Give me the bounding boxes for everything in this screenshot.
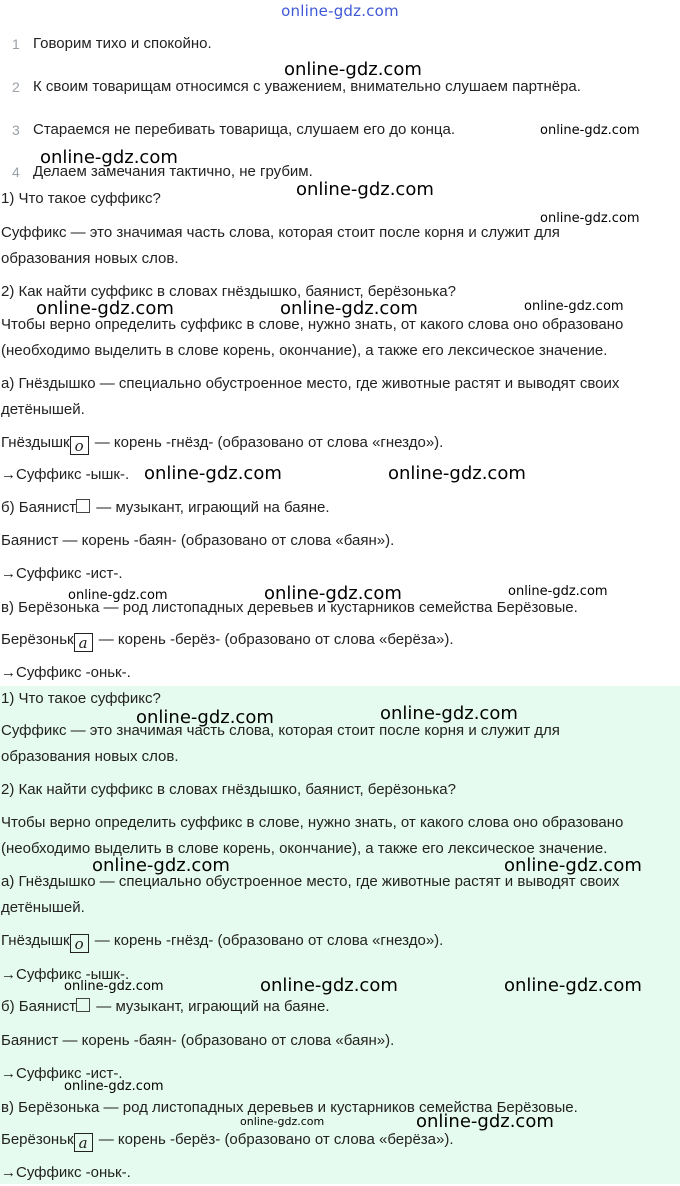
answer-text: Чтобы верно определить суффикс в слове, нужно знать, от какого слова оно образовано — [1, 316, 624, 333]
ending-box: а — [74, 1133, 93, 1152]
answer-text: Чтобы верно определить суффикс в слове, нужно знать, от какого слова оно образовано — [1, 814, 624, 831]
watermark: online-gdz.com — [136, 707, 274, 728]
watermark: online-gdz.com — [68, 588, 168, 603]
answer-text: детёнышей. — [1, 899, 85, 916]
question-heading: 2) Как найти суффикс в словах гнёздышко, баянист, берёзонька? — [1, 283, 456, 300]
word-analysis-text: — корень -гнёзд- (образовано от слова «гнездо»). — [90, 932, 444, 949]
word-analysis-text: — корень -берёз- (образовано от слова «берёза»). — [94, 1131, 454, 1148]
rule-number: 2 — [12, 79, 20, 95]
answer-text: а) Гнёздышко — специально обустроенное место, где животные растят и выводят своих — [1, 375, 620, 392]
answer-text: в) Берёзонька — род листопадных деревьев и кустарников семейства Берёзовые. — [1, 1099, 578, 1116]
suffix-result: →Суффикс -оньк-. — [1, 664, 131, 681]
word-analysis — [1, 1127, 454, 1153]
word-stem: Берёзоньк — [1, 1131, 74, 1148]
answer-text: — музыкант, играющий на баяне. — [92, 499, 330, 516]
suffix-result: →Суффикс -ышк-. — [1, 466, 130, 483]
ending-box: о — [70, 436, 89, 455]
answer-text: в) Берёзонька — род листопадных деревьев и кустарников семейства Берёзовые. — [1, 599, 578, 616]
rule-number: 4 — [12, 164, 20, 180]
answer-block-highlighted — [0, 686, 680, 1184]
watermark: online-gdz.com — [92, 855, 230, 876]
answer-text: (необходимо выделить в слове корень, окончание), а также его лексическое значение. — [1, 840, 608, 857]
answer-text: образования новых слов. — [1, 748, 179, 765]
watermark: online-gdz.com — [284, 59, 422, 80]
answer-text: Суффикс — это значимая часть слова, которая стоит после корня и служит для — [1, 224, 560, 241]
question-heading: 2) Как найти суффикс в словах гнёздышко, баянист, берёзонька? — [1, 781, 456, 798]
watermark: online-gdz.com — [540, 211, 640, 226]
word-analysis — [1, 495, 330, 521]
watermark: online-gdz.com — [240, 1115, 325, 1128]
suffix-result: →Суффикс -ист-. — [1, 1065, 123, 1082]
rule-text: Стараемся не перебивать товарища, слушаем его до конца. — [33, 121, 456, 138]
watermark: online-gdz.com — [260, 975, 398, 996]
answer-text: детёнышей. — [1, 401, 85, 418]
answer-text: (необходимо выделить в слове корень, окончание), а также его лексическое значение. — [1, 342, 608, 359]
suffix-result: →Суффикс -оньк-. — [1, 1164, 131, 1181]
watermark: online-gdz.com — [144, 463, 282, 484]
word-analysis — [1, 994, 330, 1020]
word-analysis — [1, 627, 454, 653]
word-analysis-text: Баянист — корень -баян- (образовано от слова «баян»). — [1, 1032, 395, 1049]
watermark: online-gdz.com — [416, 1111, 554, 1132]
suffix-result: →Суффикс -ышк-. — [1, 966, 130, 983]
watermark: online-gdz.com — [524, 299, 624, 314]
watermark: online-gdz.com — [508, 584, 608, 599]
rule-text: Говорим тихо и спокойно. — [33, 35, 212, 52]
word-stem: Берёзоньк — [1, 631, 74, 648]
watermark: online-gdz.com — [540, 123, 640, 138]
watermark: online-gdz.com — [64, 979, 164, 994]
answer-text: — музыкант, играющий на баяне. — [92, 998, 330, 1015]
ending-box: о — [70, 934, 89, 953]
answer-text: образования новых слов. — [1, 250, 179, 267]
watermark: online-gdz.com — [264, 583, 402, 604]
question-heading: 1) Что такое суффикс? — [1, 690, 161, 707]
answer-block — [0, 186, 680, 686]
answer-text: б) Баянист — [1, 499, 77, 516]
word-analysis-text: — корень -гнёзд- (образовано от слова «гнездо»). — [90, 434, 444, 451]
watermark: online-gdz.com — [388, 463, 526, 484]
watermark: online-gdz.com — [504, 855, 642, 876]
site-header-link[interactable]: online-gdz.com — [281, 2, 399, 20]
answer-text: а) Гнёздышко — специально обустроенное место, где животные растят и выводят своих — [1, 873, 620, 890]
watermark: online-gdz.com — [280, 298, 418, 319]
watermark: online-gdz.com — [504, 975, 642, 996]
word-analysis — [1, 928, 443, 954]
watermark: online-gdz.com — [40, 147, 178, 168]
rule-number: 3 — [12, 122, 20, 138]
ending-box: а — [74, 633, 93, 652]
watermark: online-gdz.com — [380, 703, 518, 724]
word-analysis — [1, 430, 443, 456]
watermark: online-gdz.com — [64, 1079, 164, 1094]
question-heading: 1) Что такое суффикс? — [1, 190, 161, 207]
rule-number: 1 — [12, 36, 20, 52]
word-stem: Гнёздышк — [1, 932, 70, 949]
suffix-result: →Суффикс -ист-. — [1, 565, 123, 582]
word-analysis-text: — корень -берёз- (образовано от слова «берёза»). — [94, 631, 454, 648]
watermark: online-gdz.com — [36, 298, 174, 319]
rule-text: Делаем замечания тактично, не грубим. — [33, 163, 313, 180]
zero-ending-box — [76, 998, 90, 1012]
answer-text: б) Баянист — [1, 998, 77, 1015]
zero-ending-box — [76, 499, 90, 513]
answer-text: Суффикс — это значимая часть слова, которая стоит после корня и служит для — [1, 722, 560, 739]
watermark: online-gdz.com — [296, 179, 434, 200]
word-stem: Гнёздышк — [1, 434, 70, 451]
rule-text: К своим товарищам относимся с уважением, внимательно слушаем партнёра. — [33, 78, 581, 95]
word-analysis-text: Баянист — корень -баян- (образовано от слова «баян»). — [1, 532, 395, 549]
